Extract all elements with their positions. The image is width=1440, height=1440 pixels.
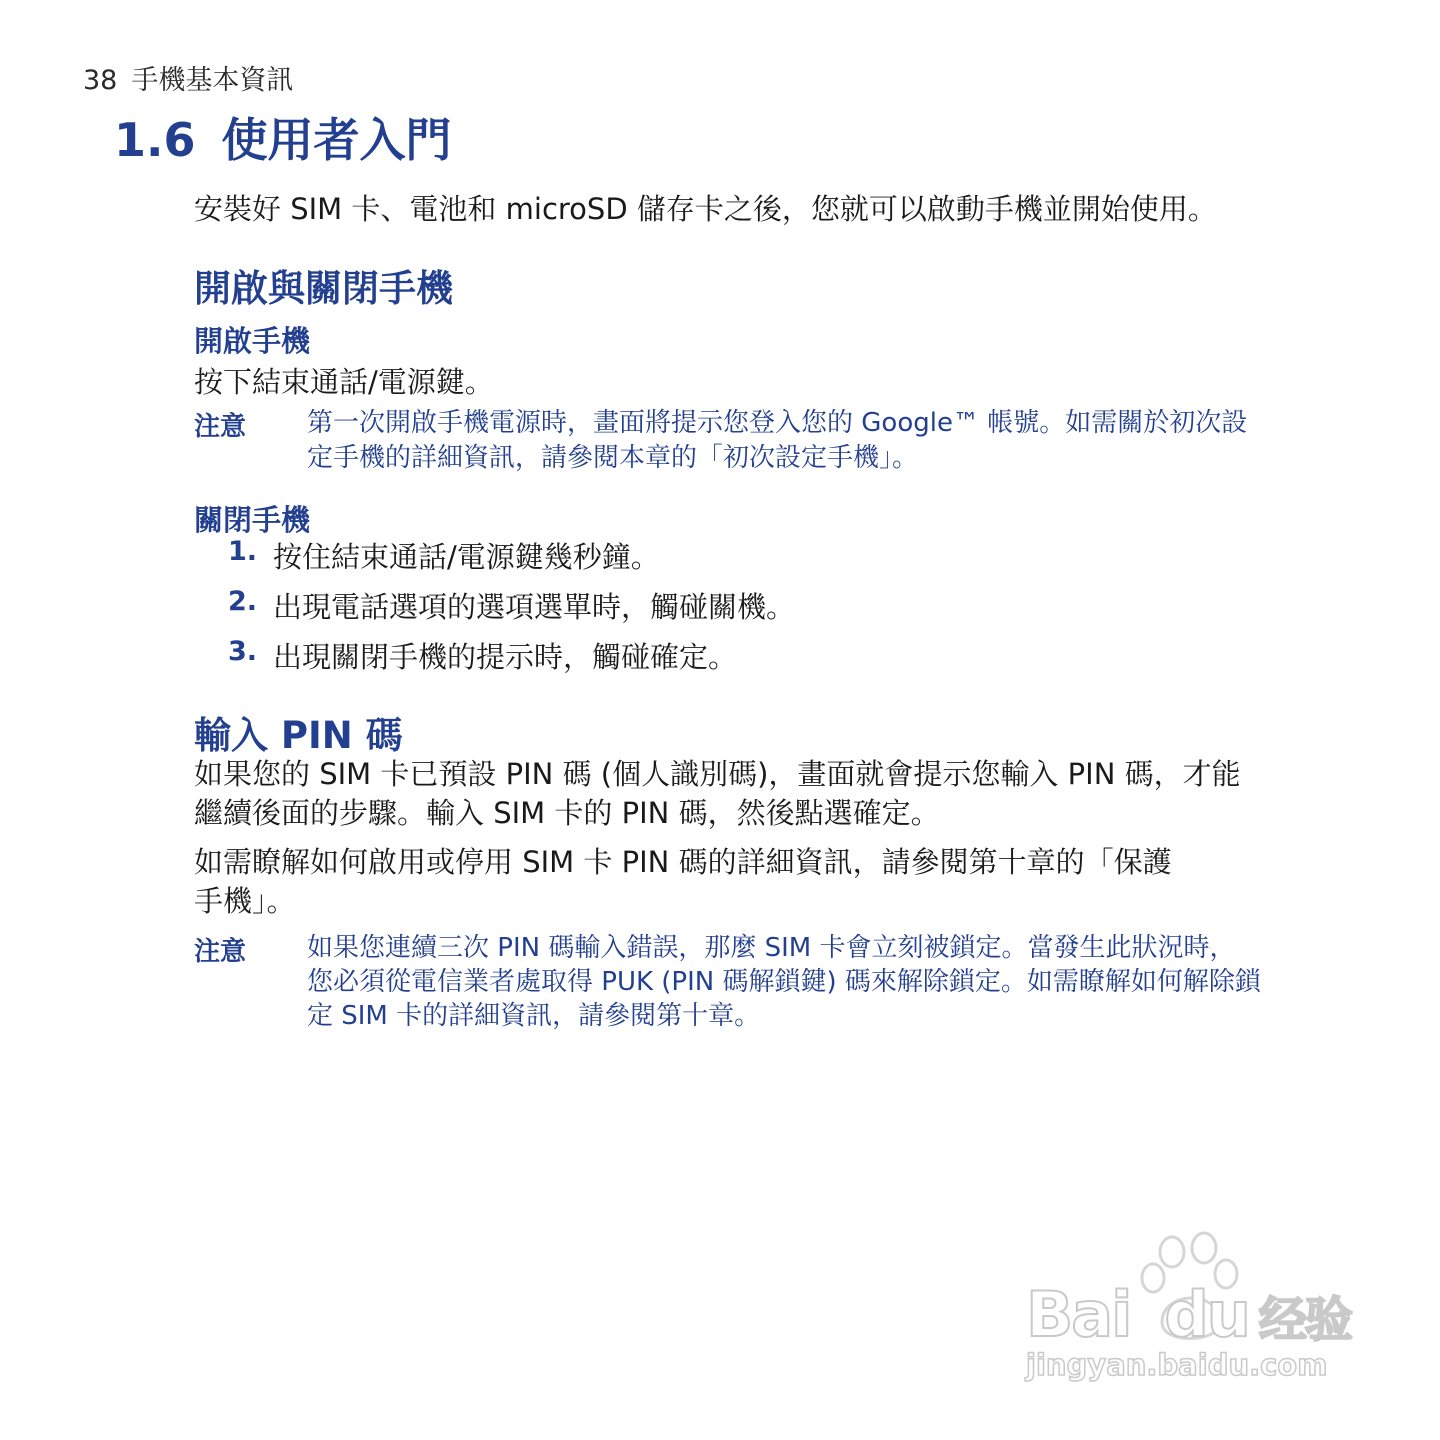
note-line: 定 SIM 卡的詳細資訊，請參閱第十章。 xyxy=(307,1001,761,1031)
step-number: 2. xyxy=(228,586,258,617)
paragraph-line: 如需瞭解如何啟用或停用 SIM 卡 PIN 碼的詳細資訊，請參閱第十章的「保護 xyxy=(194,845,1172,879)
power-on-heading: 開啟手機 xyxy=(194,324,311,358)
note-line: 如果您連續三次 PIN 碼輸入錯誤，那麼 SIM 卡會立刻被鎖定。當發生此狀況時， xyxy=(307,933,1236,963)
watermark-brand-cn: 经验 xyxy=(1258,1292,1351,1348)
baidu-watermark xyxy=(1022,1230,1362,1390)
note-label: 注意 xyxy=(194,412,247,442)
watermark-url: jingyan.baidu.com xyxy=(1026,1348,1328,1382)
section-title xyxy=(114,104,452,170)
step-text: 按住結束通話/電源鍵幾秒鐘。 xyxy=(273,540,660,574)
page-number: 38 xyxy=(83,65,118,96)
paragraph-line: 繼續後面的步驟。輸入 SIM 卡的 PIN 碼，然後點選確定。 xyxy=(194,796,940,830)
power-heading: 開啟與關閉手機 xyxy=(194,267,453,310)
step-number: 3. xyxy=(228,636,258,667)
watermark-brand: du xyxy=(1164,1278,1249,1351)
watermark-brand: Bai xyxy=(1026,1278,1131,1351)
section-title-text: 使用者入門 xyxy=(221,113,452,167)
note-line: 您必須從電信業者處取得 PUK (PIN 碼解鎖鍵) 碼來解除鎖定。如需瞭解如何解除鎖 xyxy=(307,967,1261,997)
note-line: 第一次開啟手機電源時，畫面將提示您登入您的 Google™ 帳號。如需關於初次設 xyxy=(307,408,1248,438)
power-off-heading: 關閉手機 xyxy=(194,503,311,537)
running-header xyxy=(83,58,293,97)
note-line: 定手機的詳細資訊，請參閱本章的「初次設定手機」。 xyxy=(307,443,919,473)
power-on-text: 按下結束通話/電源鍵。 xyxy=(194,365,494,399)
note-text xyxy=(307,931,1261,1033)
step-text: 出現關閉手機的提示時，觸碰確定。 xyxy=(273,640,738,674)
paragraph-line: 如果您的 SIM 卡已預設 PIN 碼 (個人識別碼)，畫面就會提示您輸入 PIN 碼，才能 xyxy=(194,757,1241,791)
paragraph-line: 手機」。 xyxy=(194,884,296,918)
section-number: 1.6 xyxy=(114,113,196,167)
pin-paragraph-1 xyxy=(194,755,1241,833)
pin-heading: 輸入 PIN 碼 xyxy=(194,714,403,757)
chapter-title: 手機基本資訊 xyxy=(131,65,294,96)
step-number: 1. xyxy=(228,536,258,567)
pin-paragraph-2 xyxy=(194,843,1172,921)
intro-paragraph: 安裝好 SIM 卡、電池和 microSD 儲存卡之後，您就可以啟動手機並開始使用。 xyxy=(194,192,1217,226)
note-label: 注意 xyxy=(194,937,247,967)
step-text: 出現電話選項的選項選單時，觸碰關機。 xyxy=(273,590,796,624)
note-text xyxy=(307,406,1247,476)
